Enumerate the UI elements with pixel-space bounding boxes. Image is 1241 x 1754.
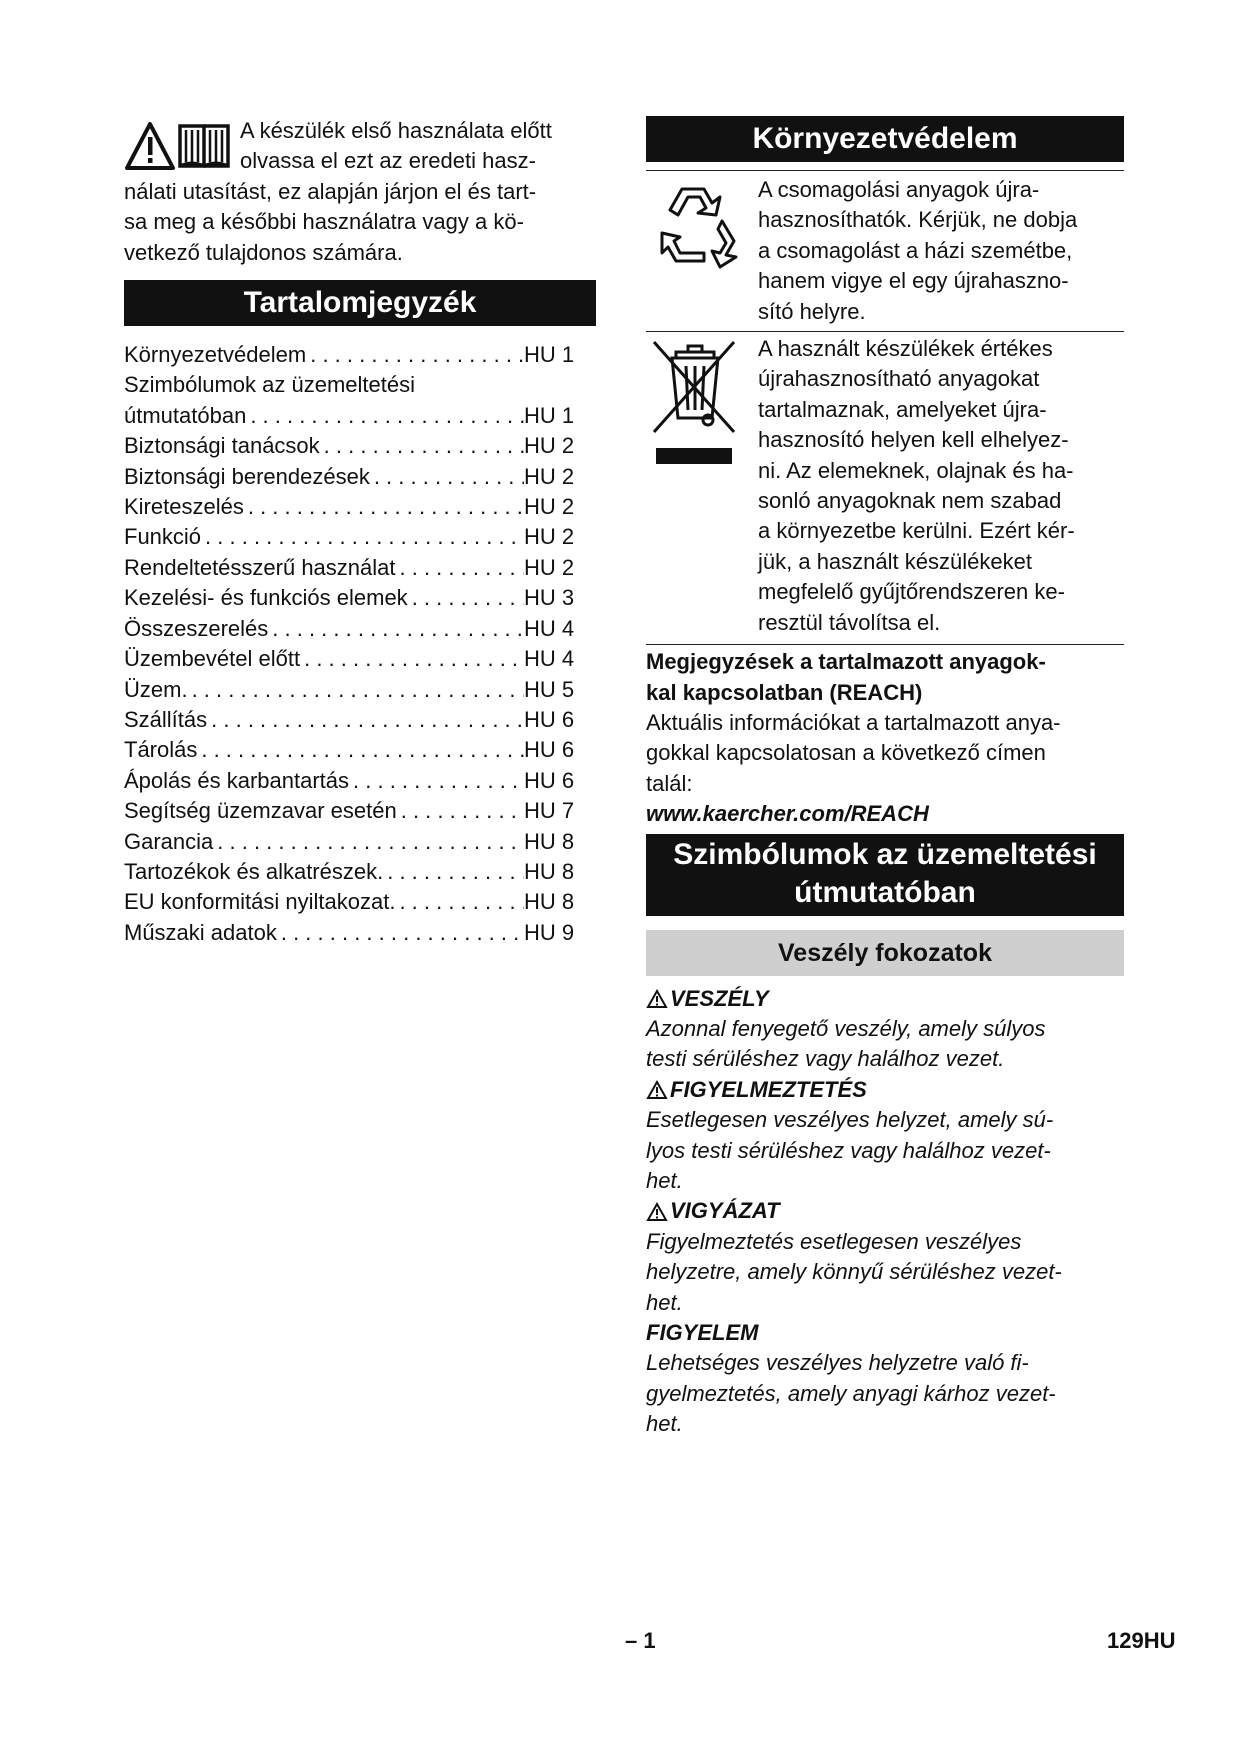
toc-leader-dots bbox=[188, 675, 524, 705]
danger-level bbox=[646, 1318, 1124, 1440]
toc-leader-dots bbox=[396, 553, 525, 583]
toc-entry-page: HU 3 bbox=[524, 585, 575, 611]
toc-entry-page: HU 8 bbox=[524, 889, 575, 915]
danger-levels-subheading: Veszély fokozatok bbox=[646, 930, 1124, 976]
recycling-text-line: a csomagolást a házi szemétbe, bbox=[758, 237, 1073, 263]
danger-level-description: Esetlegesen veszélyes helyzet, amely sú- bbox=[646, 1107, 1054, 1133]
toc-entry[interactable] bbox=[124, 462, 596, 492]
recycling-text-line: sító helyre. bbox=[758, 298, 866, 324]
toc-entry-page: HU 1 bbox=[524, 402, 575, 428]
toc-leader-dots bbox=[277, 918, 524, 948]
toc-leader-dots bbox=[268, 614, 524, 644]
toc-entry[interactable] bbox=[124, 522, 596, 552]
toc-entry-page: HU 2 bbox=[524, 494, 575, 520]
toc-leader-dots bbox=[213, 827, 524, 857]
toc-entry-title: Környezetvédelem bbox=[124, 342, 307, 368]
weee-text bbox=[758, 334, 1124, 638]
danger-level-title-text: FIGYELMEZTETÉS bbox=[670, 1076, 867, 1102]
danger-level-description: Lehetséges veszélyes helyzetre való fi- bbox=[646, 1350, 1029, 1376]
right-column bbox=[646, 116, 1124, 1440]
toc-entry-title: Tárolás bbox=[124, 737, 198, 763]
toc-entry-page: HU 7 bbox=[524, 798, 575, 824]
toc-entry-page: HU 4 bbox=[524, 646, 575, 672]
toc-entry-title: útmutatóban bbox=[124, 402, 247, 428]
recycling-text-line: A csomagolási anyagok újra- bbox=[758, 177, 1040, 202]
toc-entry-page: HU 2 bbox=[524, 463, 575, 489]
warning-triangle-icon bbox=[646, 1080, 668, 1100]
reach-title: kal kapcsolatban (REACH) bbox=[646, 679, 923, 705]
weee-text-line: hasznosító helyen kell elhelyez- bbox=[758, 427, 1069, 453]
weee-text-line: resztül távolítsa el. bbox=[758, 609, 941, 635]
toc-entry[interactable] bbox=[124, 644, 596, 674]
recycling-text-line: hanem vigye el egy újrahaszno- bbox=[758, 268, 1069, 294]
toc-entry-title: Segítség üzemzavar esetén bbox=[124, 798, 397, 824]
reach-text: gokkal kapcsolatosan a következő címen bbox=[646, 740, 1046, 766]
symbols-heading-line: útmutatóban bbox=[794, 875, 976, 909]
toc-entry-title: Összeszerelés bbox=[124, 615, 269, 641]
danger-level-description: Figyelmeztetés esetlegesen veszélyes bbox=[646, 1228, 1022, 1254]
intro-line: sa meg a későbbi használatra vagy a kö- bbox=[124, 209, 524, 235]
danger-level-title-text: VIGYÁZAT bbox=[670, 1198, 780, 1224]
divider bbox=[646, 170, 1124, 171]
toc-entry[interactable] bbox=[124, 401, 596, 431]
page-number: – 1 bbox=[625, 1628, 656, 1653]
toc-entry-page bbox=[415, 370, 487, 400]
toc-entry[interactable] bbox=[124, 918, 596, 948]
intro-notice bbox=[124, 116, 596, 268]
reach-text: talál: bbox=[646, 770, 693, 796]
toc-entry-title: Kezelési- és funkciós elemek bbox=[124, 585, 408, 611]
recycle-icon bbox=[646, 175, 742, 275]
environment-heading: Környezetvédelem bbox=[646, 116, 1124, 162]
toc-leader-dots bbox=[306, 340, 524, 370]
danger-level-description: lyos testi sérüléshez vagy halálhoz vezet- bbox=[646, 1137, 1051, 1163]
toc-entry-page: HU 2 bbox=[524, 524, 575, 550]
toc-entry[interactable] bbox=[124, 887, 596, 917]
toc-entry[interactable] bbox=[124, 340, 596, 370]
toc-entry-page: HU 4 bbox=[524, 615, 575, 641]
toc-entry-page: HU 2 bbox=[524, 554, 575, 580]
intro-line: olvassa el ezt az eredeti hasz- bbox=[240, 148, 536, 174]
intro-line: nálati utasítást, ez alapján járjon el és tart- bbox=[124, 178, 537, 204]
reach-text: Aktuális információkat a tartalmazott anya- bbox=[646, 709, 1061, 735]
reach-block bbox=[646, 647, 1124, 829]
toc-entry[interactable] bbox=[124, 735, 596, 765]
intro-line: A készülék első használata előtt bbox=[240, 118, 552, 143]
toc-heading: Tartalomjegyzék bbox=[124, 280, 596, 326]
toc-entry-title: Garancia bbox=[124, 828, 214, 854]
intro-line: vetkező tulajdonos számára. bbox=[124, 239, 403, 265]
toc-entry-page: HU 8 bbox=[524, 828, 575, 854]
toc-entry[interactable] bbox=[124, 431, 596, 461]
toc-leader-dots bbox=[383, 857, 524, 887]
crossed-bin-icon bbox=[646, 334, 742, 468]
toc-entry[interactable] bbox=[124, 857, 596, 887]
danger-level-description: Azonnal fenyegető veszély, amely súlyos bbox=[646, 1015, 1046, 1041]
danger-level bbox=[646, 1196, 1124, 1318]
divider bbox=[646, 331, 1124, 332]
reach-title: Megjegyzések a tartalmazott anyagok- bbox=[646, 649, 1046, 675]
weee-text-line: sonló anyagoknak nem szabad bbox=[758, 488, 1062, 514]
toc-entry[interactable] bbox=[124, 675, 596, 705]
toc-leader-dots bbox=[201, 522, 524, 552]
recycling-text bbox=[758, 175, 1124, 327]
danger-level-description: het. bbox=[646, 1289, 683, 1315]
page-code: 129HU bbox=[1107, 1628, 1176, 1653]
toc-entry-title: Funkció bbox=[124, 524, 202, 550]
danger-level-description: testi sérüléshez vagy halálhoz vezet. bbox=[646, 1046, 1005, 1072]
left-column bbox=[124, 116, 596, 948]
toc-leader-dots bbox=[397, 796, 524, 826]
weee-text-line: újrahasznosítható anyagokat bbox=[758, 366, 1040, 392]
toc-entry[interactable] bbox=[124, 796, 596, 826]
danger-levels-list bbox=[646, 984, 1124, 1440]
toc-entry-title: Biztonsági tanácsok bbox=[124, 433, 320, 459]
recycling-text-line: hasznosíthatók. Kérjük, ne dobja bbox=[758, 207, 1078, 233]
toc-entry-title: Szimbólumok az üzemeltetési bbox=[124, 372, 416, 398]
danger-level bbox=[646, 984, 1124, 1075]
danger-level-description: gyelmeztetés, amely anyagi kárhoz vezet- bbox=[646, 1380, 1056, 1406]
toc-entry[interactable] bbox=[124, 492, 596, 522]
toc-leader-dots bbox=[349, 766, 524, 796]
toc-entry-page: HU 6 bbox=[524, 706, 575, 732]
weee-text-line: a környezetbe kerülni. Ezért kér- bbox=[758, 518, 1075, 544]
danger-level-description: helyzetre, amely könnyű sérüléshez vezet- bbox=[646, 1259, 1062, 1285]
toc-entry[interactable] bbox=[124, 827, 596, 857]
toc-leader-dots bbox=[300, 644, 524, 674]
toc-entry-title: Kireteszelés bbox=[124, 494, 244, 520]
toc-leader-dots bbox=[197, 735, 524, 765]
toc-entry-title: Műszaki adatok bbox=[124, 919, 277, 945]
toc-entry-title: Biztonsági berendezések bbox=[124, 463, 370, 489]
toc-leader-dots bbox=[207, 705, 524, 735]
toc-entry-title: Üzem. bbox=[124, 676, 188, 702]
toc-entry-page: HU 8 bbox=[524, 858, 575, 884]
toc-leader-dots bbox=[320, 431, 524, 461]
toc-entry-page: HU 5 bbox=[524, 676, 575, 702]
danger-level-title bbox=[646, 1318, 1124, 1348]
symbols-heading-line: Szimbólumok az üzemeltetési bbox=[673, 837, 1097, 871]
toc-entry-page: HU 9 bbox=[524, 919, 575, 945]
recycling-block bbox=[646, 175, 1124, 327]
warning-triangle-icon bbox=[646, 1202, 668, 1222]
toc-leader-dots bbox=[395, 887, 524, 917]
danger-level bbox=[646, 1075, 1124, 1197]
toc-entry[interactable] bbox=[124, 370, 596, 400]
toc-entry[interactable] bbox=[124, 705, 596, 735]
weee-text-line: tartalmaznak, amelyeket újra- bbox=[758, 396, 1047, 422]
weee-text-line: ni. Az elemeknek, olajnak és ha- bbox=[758, 457, 1074, 483]
toc-leader-dots bbox=[370, 462, 524, 492]
toc-leader-dots bbox=[244, 492, 524, 522]
toc-entry-title: EU konformitási nyiltakozat. bbox=[124, 889, 396, 915]
warning-triangle-icon bbox=[646, 989, 668, 1009]
toc-entry-title: Rendeltetésszerű használat bbox=[124, 554, 396, 580]
danger-level-title bbox=[646, 1075, 1124, 1105]
toc-entry-title: Tartozékok és alkatrészek. bbox=[124, 858, 384, 884]
toc-entry-page: HU 2 bbox=[524, 433, 575, 459]
toc-entry[interactable] bbox=[124, 766, 596, 796]
danger-level-description: het. bbox=[646, 1411, 683, 1437]
danger-level-title bbox=[646, 984, 1124, 1014]
weee-text-line: jük, a használt készülékeket bbox=[758, 548, 1032, 574]
toc-entry-page: HU 6 bbox=[524, 767, 575, 793]
toc-entry-title: Ápolás és karbantartás bbox=[124, 767, 350, 793]
toc-entry[interactable] bbox=[124, 553, 596, 583]
weee-text-line: megfelelő gyűjtőrendszeren ke- bbox=[758, 579, 1065, 605]
toc-entry-page: HU 1 bbox=[524, 342, 575, 368]
symbols-heading bbox=[646, 834, 1124, 916]
danger-level-title-text: VESZÉLY bbox=[670, 985, 769, 1011]
toc-entry-title: Üzembevétel előtt bbox=[124, 646, 301, 672]
reach-url[interactable]: www.kaercher.com/REACH bbox=[646, 801, 929, 827]
toc-entry[interactable] bbox=[124, 583, 596, 613]
weee-block bbox=[646, 334, 1124, 638]
toc-entry-title: Szállítás bbox=[124, 706, 208, 732]
toc-entry-page: HU 6 bbox=[524, 737, 575, 763]
warning-and-manual-icon bbox=[124, 118, 234, 172]
toc-list bbox=[124, 340, 596, 948]
toc-leader-dots bbox=[246, 401, 524, 431]
danger-level-title bbox=[646, 1196, 1124, 1226]
divider bbox=[646, 644, 1124, 645]
weee-text-line: A használt készülékek értékes bbox=[758, 336, 1053, 362]
toc-entry[interactable] bbox=[124, 614, 596, 644]
danger-level-description: het. bbox=[646, 1167, 683, 1193]
danger-level-title-text: FIGYELEM bbox=[646, 1320, 759, 1345]
toc-leader-dots bbox=[408, 583, 524, 613]
